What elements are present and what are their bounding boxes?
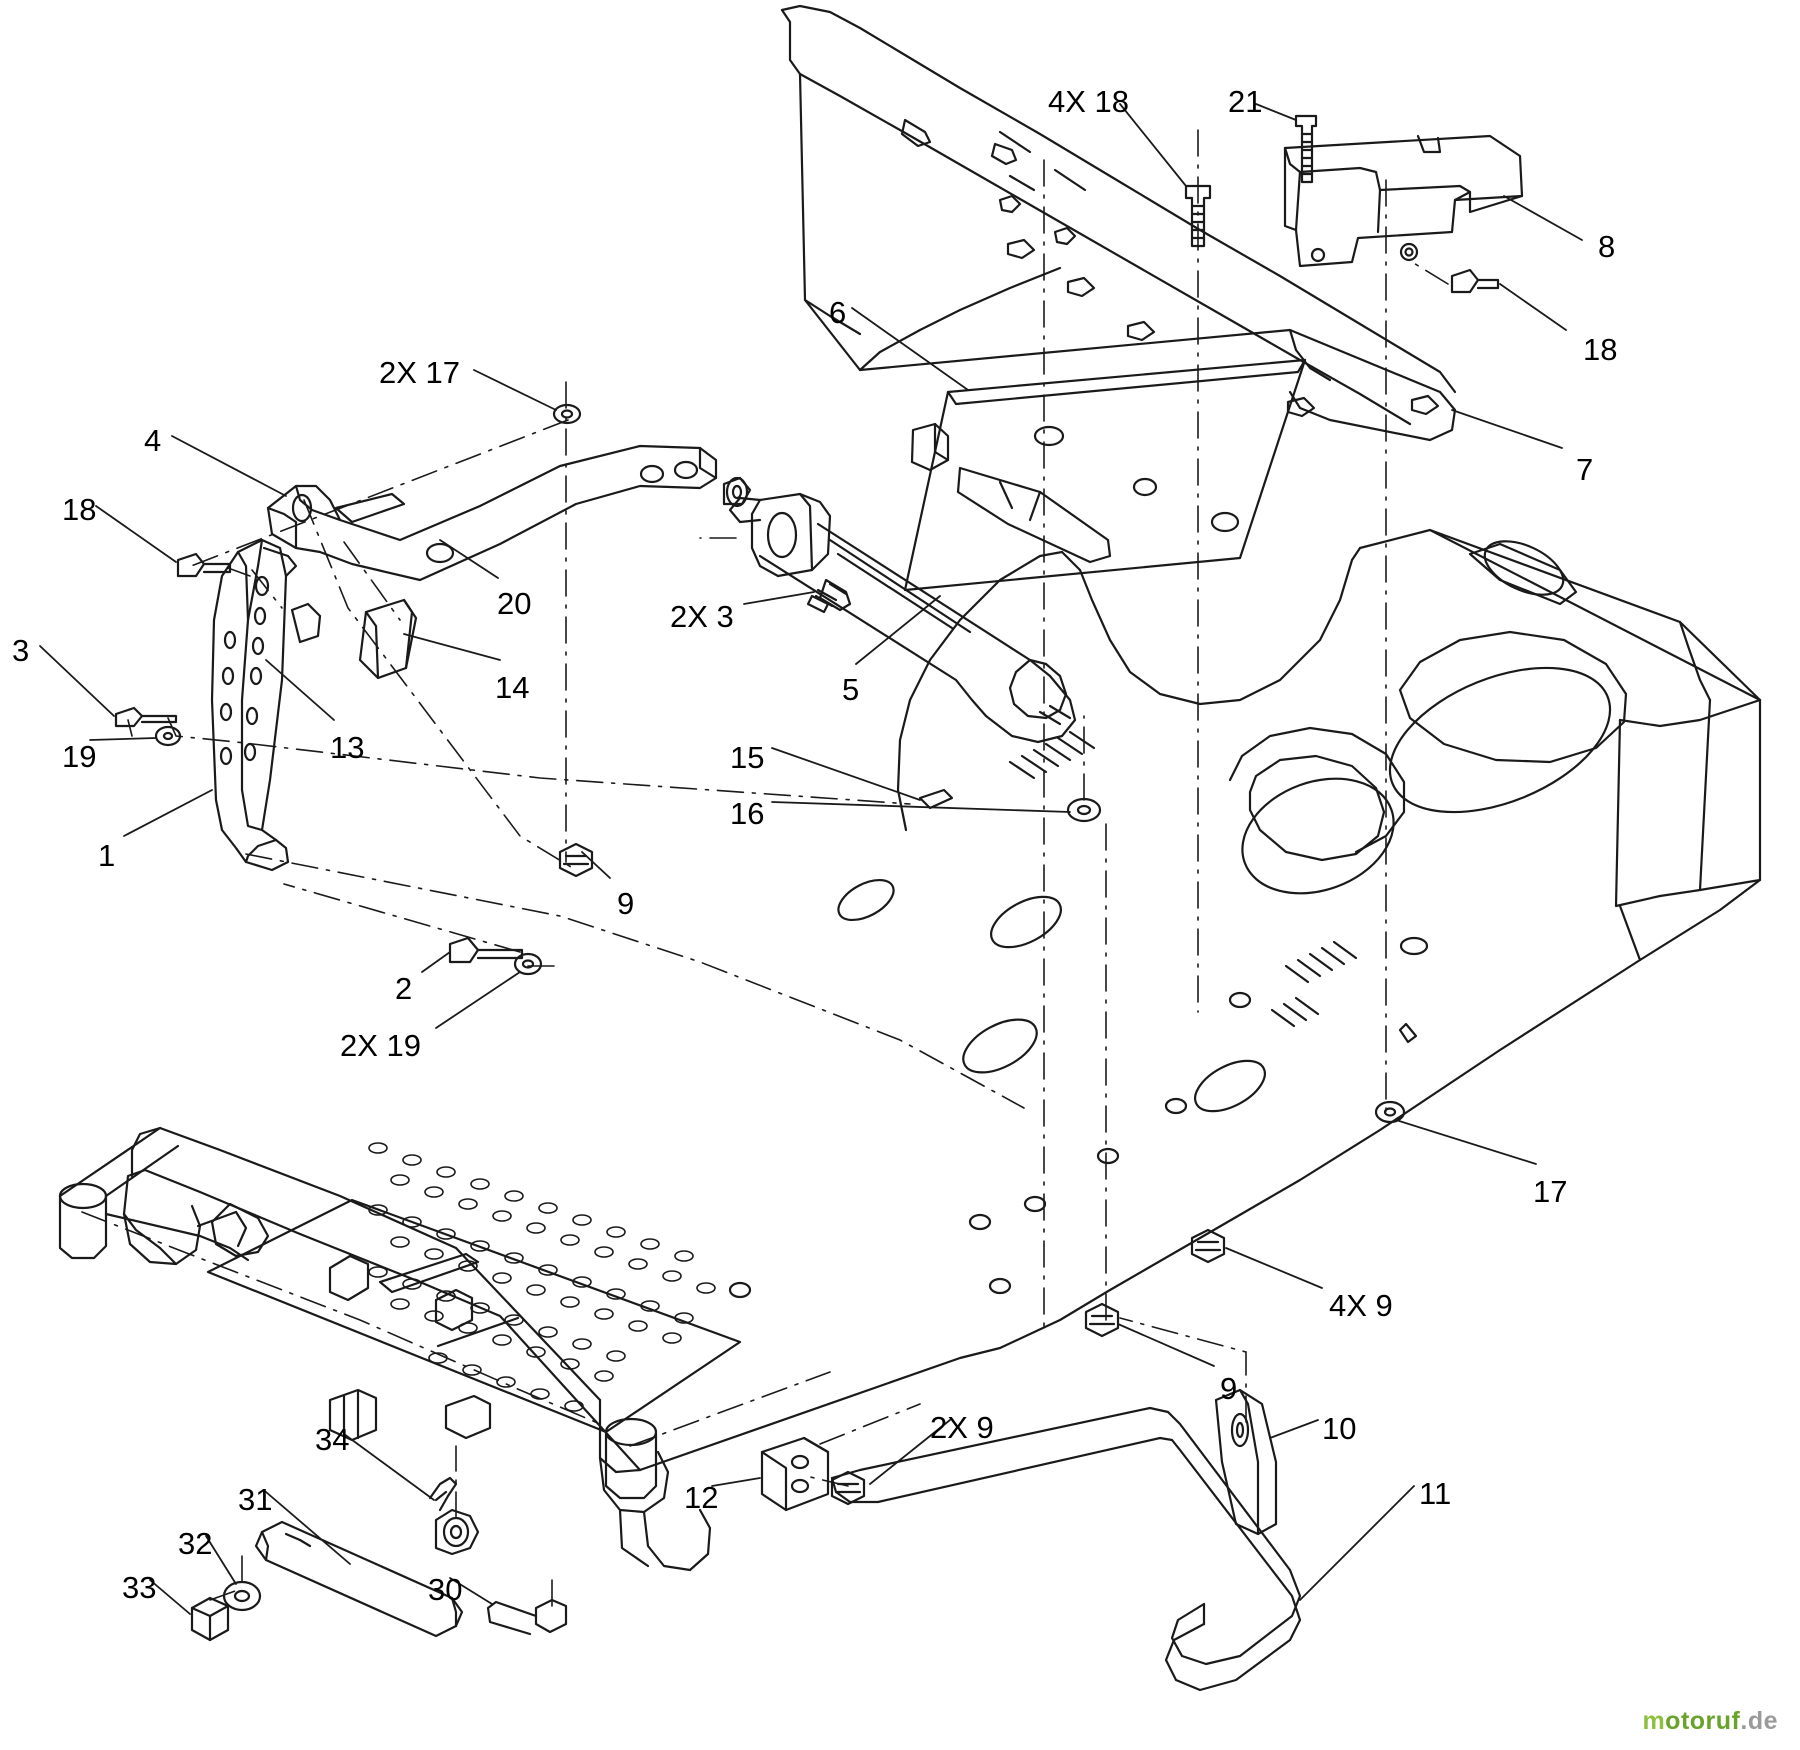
callout-6: 6	[829, 295, 847, 330]
part-9-nut-4x	[1192, 1230, 1224, 1262]
callout-18-right: 18	[1583, 332, 1618, 367]
callout-4: 4	[144, 423, 162, 458]
part-32-washer	[224, 1582, 260, 1610]
callout-2x-9: 2X 9	[930, 1410, 994, 1445]
callout-34: 34	[315, 1422, 350, 1457]
part-14-cover	[360, 600, 416, 678]
callout-14: 14	[495, 670, 530, 705]
part-33-nut	[192, 1598, 228, 1640]
callout-9-low: 9	[1220, 1371, 1238, 1406]
part-7-cross-member	[782, 6, 1455, 440]
callout-3-left: 3	[12, 633, 30, 668]
callout-32: 32	[178, 1526, 213, 1561]
callout-19-left: 19	[62, 739, 97, 774]
callout-30: 30	[428, 1572, 463, 1607]
part-30-pin	[488, 1600, 566, 1634]
callout-4x-9: 4X 9	[1329, 1288, 1393, 1323]
callout-8: 8	[1598, 229, 1616, 264]
watermark-m: m	[1642, 1707, 1666, 1735]
part-17-washer-right	[1376, 1102, 1404, 1122]
callout-2x-3: 2X 3	[670, 599, 734, 634]
callout-4x-18: 4X 18	[1048, 84, 1130, 119]
callout-2x-19: 2X 19	[340, 1028, 422, 1063]
part-4-bracket-arm	[268, 446, 750, 580]
part-19-washer-lower	[515, 954, 541, 974]
callout-7: 7	[1576, 452, 1594, 487]
watermark-motoruf	[1642, 1707, 1778, 1736]
callout-15: 15	[730, 740, 765, 775]
part-9-nut-2x	[832, 1472, 864, 1504]
part-18-bolt-left	[178, 554, 230, 576]
watermark-de: .de	[1740, 1707, 1778, 1735]
callout-2x-17: 2X 17	[379, 355, 461, 390]
main-frame	[60, 530, 1760, 1570]
part-15-16-details	[920, 790, 1100, 821]
callout-1: 1	[98, 838, 116, 873]
part-18-bolt-right	[1452, 270, 1498, 292]
callout-18-left: 18	[62, 492, 97, 527]
callout-16: 16	[730, 796, 765, 831]
part-12-clamp	[762, 1438, 828, 1510]
part-9-nut-mid	[560, 844, 592, 876]
callout-12: 12	[684, 1480, 719, 1515]
watermark-otoruf: otoruf	[1665, 1707, 1741, 1735]
part-3-pin-left	[116, 708, 176, 726]
part-6-plate	[905, 360, 1305, 590]
part-34-clevis	[430, 1478, 478, 1554]
callout-5: 5	[842, 672, 860, 707]
part-9-nut-lower	[1086, 1304, 1118, 1336]
callout-13: 13	[330, 730, 365, 765]
callout-31: 31	[238, 1482, 273, 1517]
callout-33: 33	[122, 1570, 157, 1605]
part-11-bent-rod	[832, 1408, 1300, 1690]
callout-2: 2	[395, 971, 413, 1006]
callout-17-right: 17	[1533, 1174, 1568, 1209]
part-1-side-plate	[212, 540, 320, 870]
callout-21: 21	[1228, 84, 1263, 119]
callout-10: 10	[1322, 1411, 1357, 1446]
part-8-bracket	[1285, 136, 1522, 266]
callout-11: 11	[1419, 1476, 1452, 1511]
callout-9-mid: 9	[617, 886, 635, 921]
callout-20: 20	[497, 586, 532, 621]
